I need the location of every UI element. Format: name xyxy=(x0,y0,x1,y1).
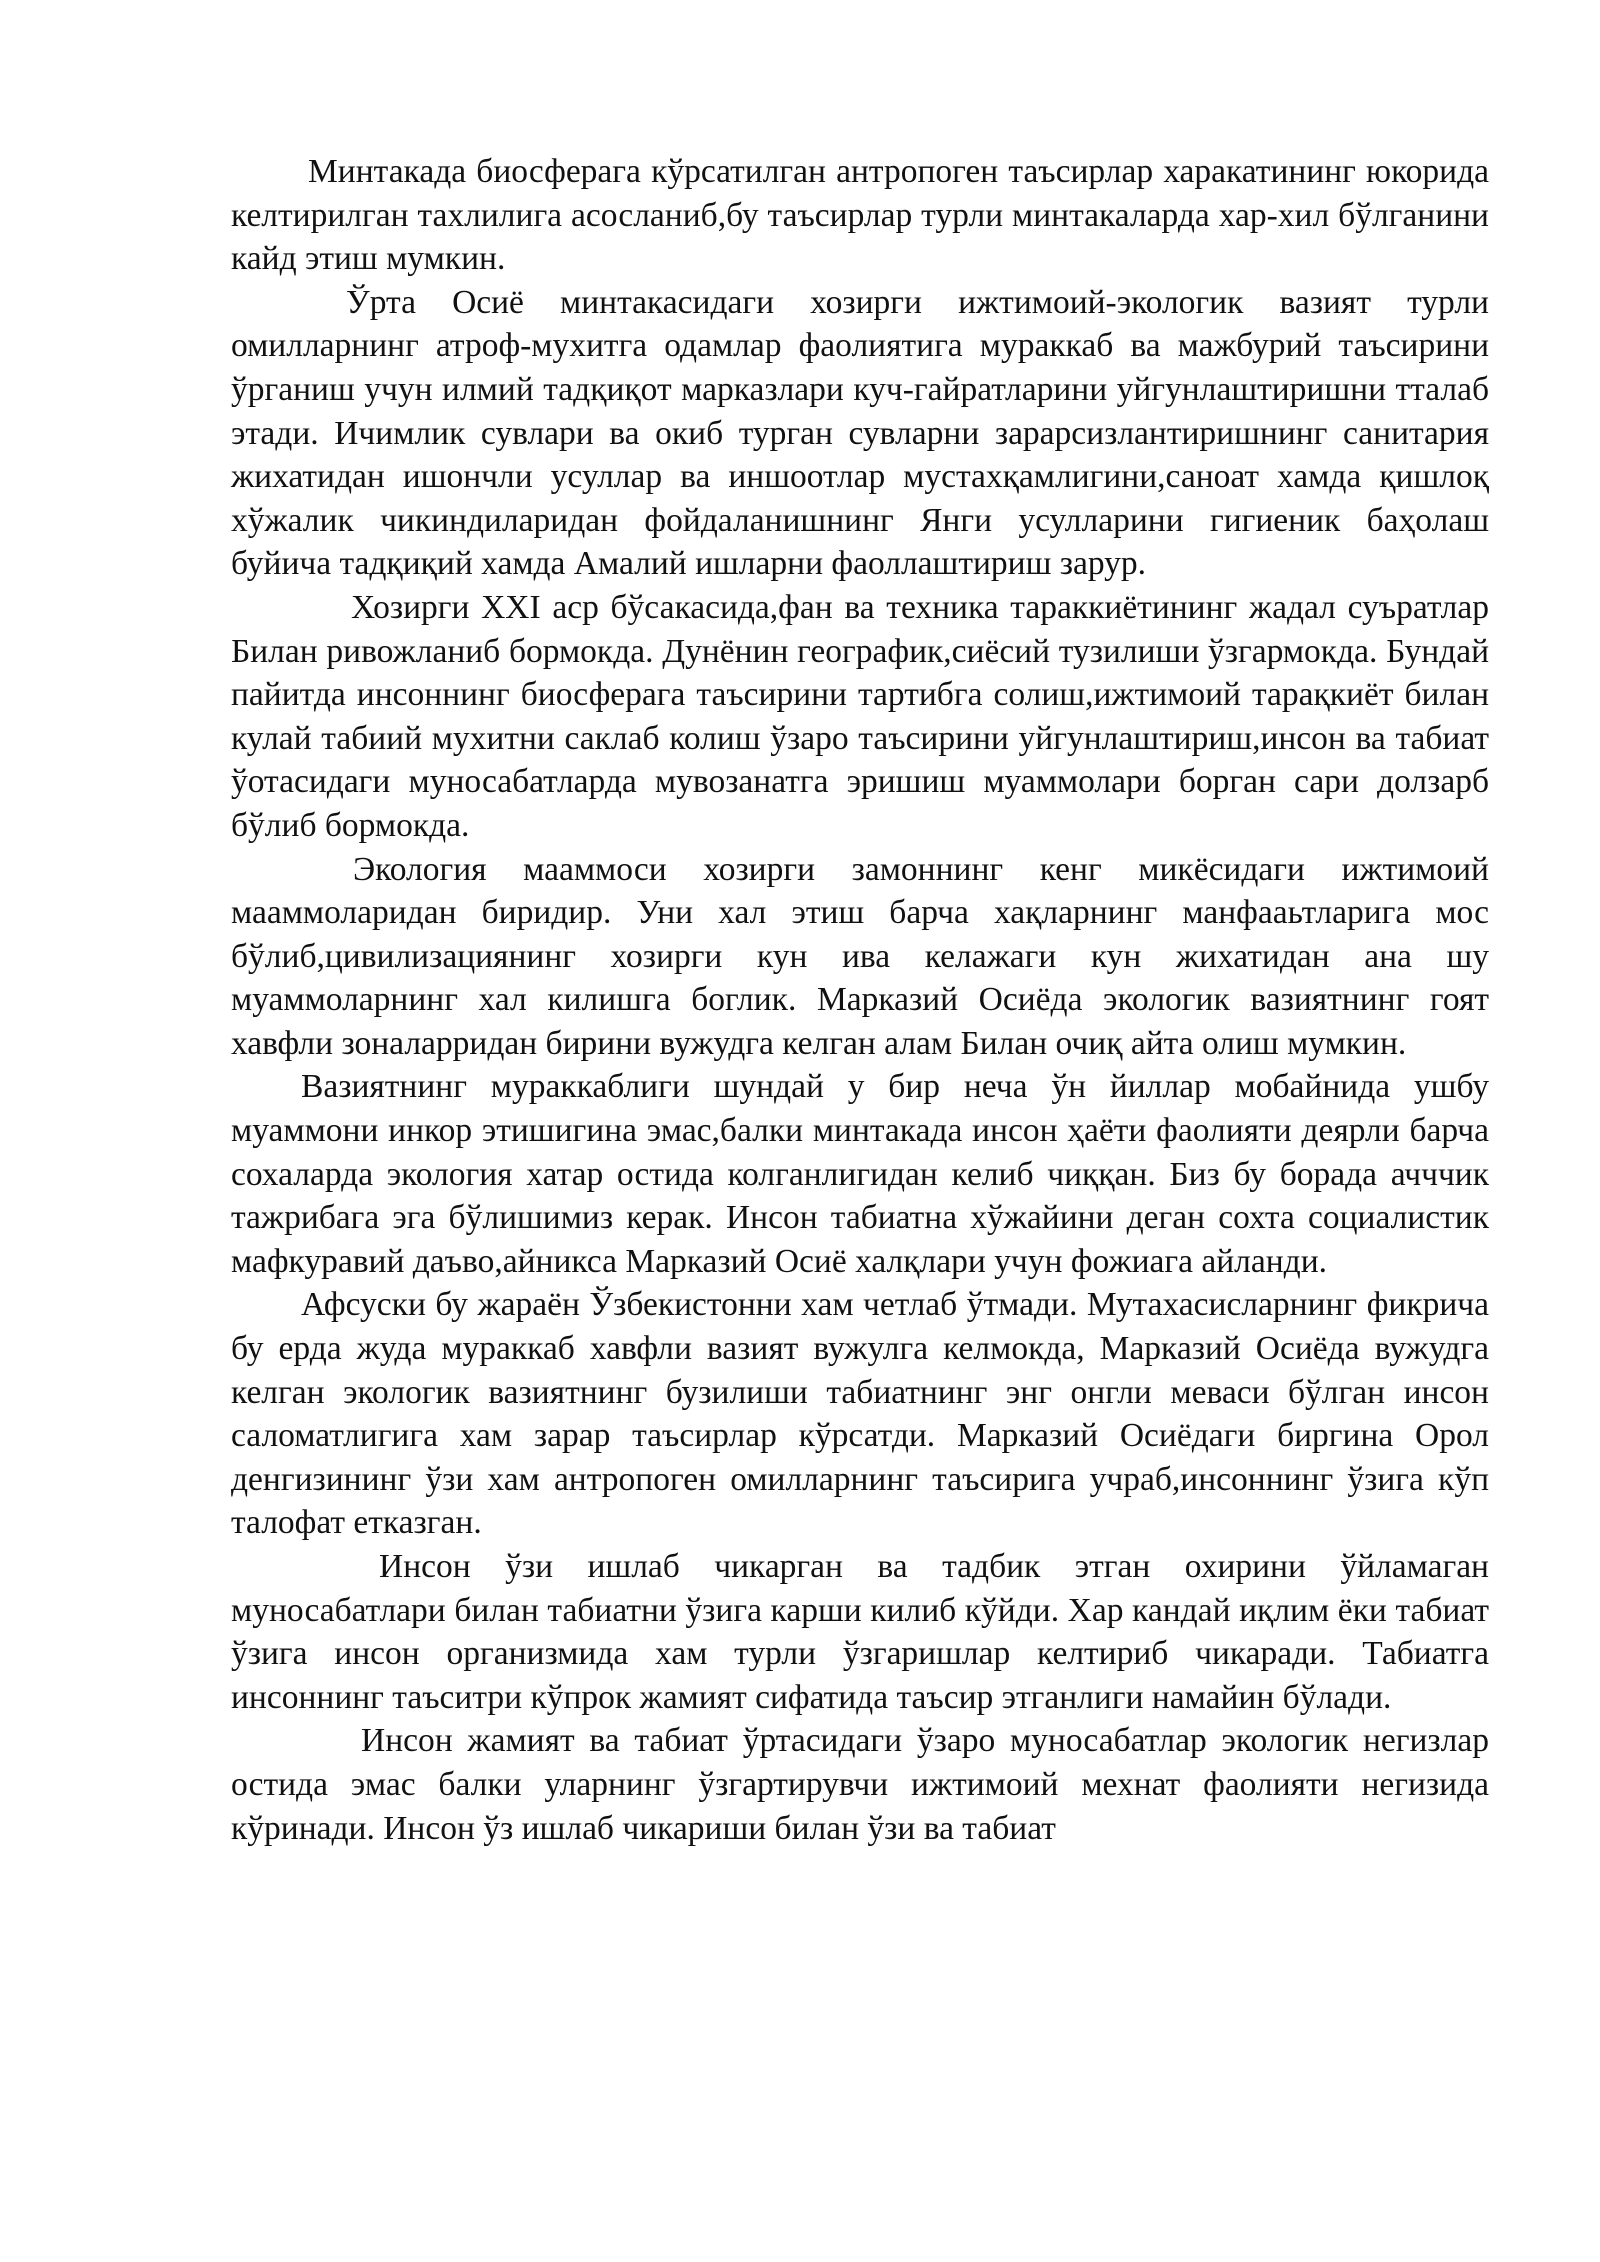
paragraph: Инсон жамият ва табиат ўртасидаги ўзаро муносабатлар экологик негизлар остида эмас балки уларнинг ўзгартирувчи ижтимоий мехнат фаолияти негизида кўринади. Инсон ўз ишлаб чикариши билан ўзи ва табиат xyxy=(231,1722,1489,1847)
paragraph: Афсуски бу жараён Ўзбекистонни хам четлаб ўтмади. Мутахасисларнинг фикрича бу ерда жуда мураккаб хавфли вазият вужулга келмокда, Марказий Осиёда вужудга келган экологик вазиятнинг бузилиши табиатнинг энг онгли меваси бўлган инсон саломатлигига хам зарар таъсирлар кўрсатди. Марказий Осиёдаги биргина Орол денгизининг ўзи хам антропоген омилларнинг таъсирига учраб,инсоннинг ўзига кўп талофат етказган. xyxy=(231,1286,1489,1542)
paragraph: Минтакада биосферага кўрсатилган антропоген таъсирлар харакатининг юкорида келтирилган тахлилига асосланиб,бу таъсирлар турли минтакаларда хар-хил бўлганини кайд этиш мумкин. xyxy=(231,153,1489,278)
paragraph: Инсон ўзи ишлаб чикарган ва тадбик этган охирини ўйламаган муносабатлари билан табиатни ўзига карши килиб кўйди. Хар кандай иқлим ёки табиат ўзига инсон организмида хам турли ўзгаришлар келтириб чикаради. Табиатга инсоннинг таъситри кўпрок жамият сифатида таъсир этганлиги намайин бўлади. xyxy=(231,1548,1489,1716)
document-body xyxy=(231,150,1489,1850)
paragraph: Вазиятнинг мураккаблиги шундай у бир неча ўн йиллар мобайнида ушбу муаммони инкор этишигина эмас,балки минтакада инсон ҳаёти фаолияти деярли барча сохаларда экология хатар остида колганлигидан келиб чиққан. Биз бу борада ачччик тажрибага эга бўлишимиз керак. Инсон табиатна хўжайини деган сохта социалистик мафкуравий даъво,айникса Марказий Осиё халқлари учун фожиага айланди. xyxy=(231,1068,1489,1280)
paragraph: Хозирги XXI аср бўсакасида,фан ва техника тараккиётининг жадал суъратлар Билан ривожланиб бормокда. Дунёнин географик,сиёсий тузилиши ўзгармокда. Бундай пайитда инсоннинг биосферага таъсирини тартибга солиш,ижтимоий тарақкиёт билан кулай табиий мухитни саклаб колиш ўзаро таъсирини уйгунлаштириш,инсон ва табиат ўотасидаги муносабатларда мувозанатга эришиш муаммолари борган сари долзарб бўлиб бормокда. xyxy=(231,588,1489,844)
paragraph: Экология мааммоси хозирги замоннинг кенг микёсидаги ижтимоий мааммоларидан биридир. Уни хал этиш барча хақларнинг манфааьтларига мос бўлиб,цивилизациянинг хозирги кун ива келажаги кун жихатидан ана шу муаммоларнинг хал килишга боглик. Марказий Осиёда экологик вазиятнинг гоят хавфли зоналарридан бирини вужудга келган алам Билан очиқ айта олиш мумкин. xyxy=(231,850,1489,1062)
paragraph: Ўрта Осиё минтакасидаги хозирги ижтимоий-экологик вазият турли омилларнинг атроф-мухитга одамлар фаолиятига мураккаб ва мажбурий таъсирини ўрганиш учун илмий тадқиқот марказлари куч-гайратларини уйгунлаштиришни тталаб этади. Ичимлик сувлари ва окиб турган сувларни зарарсизлантиришнинг санитария жихатидан ишончли усуллар ва иншоотлар мустахқамлигини,саноат хамда қишлоқ хўжалик чикиндиларидан фойдаланишнинг Янги усулларини гигиеник баҳолаш буйича тадқиқий хамда Амалий ишларни фаоллаштириш зарур. xyxy=(231,283,1489,583)
